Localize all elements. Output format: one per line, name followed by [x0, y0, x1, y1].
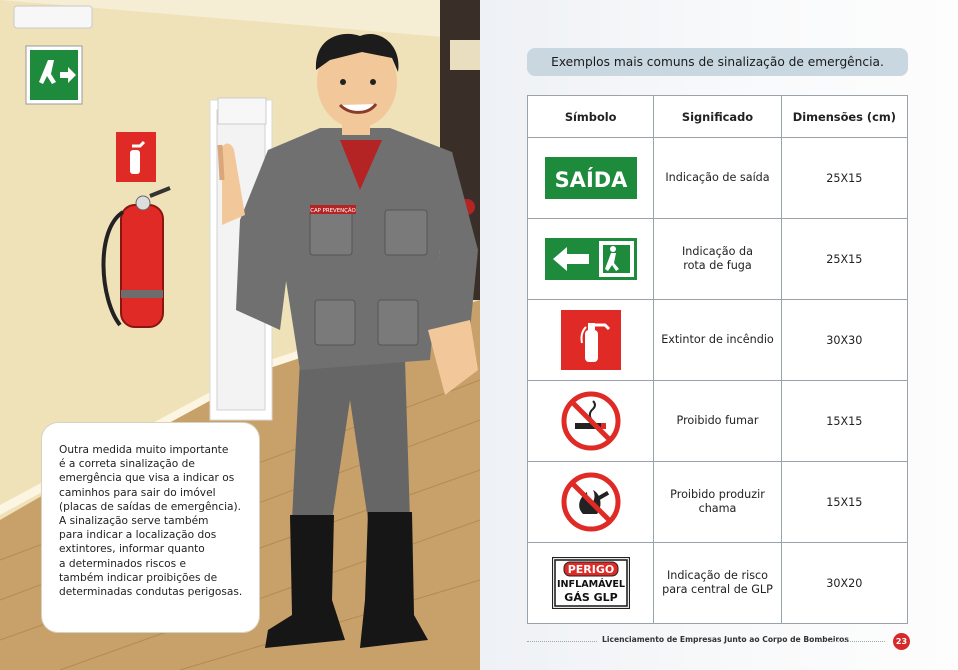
column-header-symbol: Símbolo	[528, 96, 654, 138]
meaning-text: Indicação de risco para central de GLP	[662, 569, 773, 596]
column-header-dimensions: Dimensões (cm)	[781, 96, 907, 138]
signage-panel	[480, 0, 958, 670]
column-header-meaning: Significado	[654, 96, 781, 138]
symbol-cell	[528, 381, 654, 462]
info-callout	[42, 423, 259, 632]
meaning-cell	[654, 543, 781, 624]
meaning-text: Proibido fumar	[676, 414, 759, 427]
symbol-cell	[528, 462, 654, 543]
saida-sign-icon	[545, 157, 637, 199]
danger-flammable-gas-icon	[552, 557, 630, 609]
meaning-cell	[654, 381, 781, 462]
meaning-text: Indicação da rota de fuga	[682, 245, 753, 272]
dimensions-cell: 30X30	[781, 300, 907, 381]
fire-extinguisher-icon	[561, 310, 621, 370]
gas-label: GÁS GLP	[563, 591, 618, 604]
meaning-cell	[654, 300, 781, 381]
exit-sign-icon	[14, 6, 92, 104]
no-smoking-icon	[561, 391, 621, 451]
meaning-cell	[654, 138, 781, 219]
symbol-cell	[528, 219, 654, 300]
dimensions-cell: 25X15	[781, 138, 907, 219]
uniform-badge: CAP PREVENÇÃO	[310, 208, 356, 214]
dimensions-cell: 30X20	[781, 543, 907, 624]
symbol-cell	[528, 300, 654, 381]
meaning-cell	[654, 462, 781, 543]
table-heading: Exemplos mais comuns de sinalização de emergência.	[527, 48, 908, 76]
danger-label: PERIGO	[567, 563, 614, 576]
dimensions-cell: 25X15	[781, 219, 907, 300]
symbol-cell	[528, 543, 654, 624]
no-flame-icon	[561, 472, 621, 532]
table-row	[528, 543, 908, 624]
flammable-label: INFLAMÁVEL	[556, 579, 625, 590]
escape-route-icon	[545, 238, 637, 280]
symbol-cell	[528, 138, 654, 219]
meaning-cell	[654, 219, 781, 300]
table-header-row	[528, 96, 908, 138]
meaning-text: Proibido produzir chama	[670, 488, 765, 515]
footer-text: Licenciamento de Empresas Junto ao Corpo de Bombeiros	[602, 635, 849, 644]
extinguisher-wall-sign-icon	[116, 132, 156, 182]
saida-sign-text: SAÍDA	[554, 168, 628, 192]
table-row	[528, 219, 908, 300]
page-footer	[527, 634, 910, 650]
meaning-text: Extintor de incêndio	[661, 333, 774, 346]
table-row	[528, 138, 908, 219]
table-row	[528, 300, 908, 381]
table-row	[528, 381, 908, 462]
dimensions-cell: 15X15	[781, 462, 907, 543]
callout-text: Outra medida muito importante é a correta sinalização de emergência que visa a indicar os caminhos para sair do imóvel (placas de saídas de emergência). A sinalização serve também para indicar a localização dos extintores, informar quanto a determinados riscos e também indicar proibições de determinadas condutas perigosas.	[59, 444, 243, 599]
dimensions-cell: 15X15	[781, 381, 907, 462]
page-number-badge: 23	[893, 633, 910, 650]
table-row	[528, 462, 908, 543]
signage-table	[527, 95, 908, 624]
meaning-text: Indicação de saída	[665, 171, 770, 184]
